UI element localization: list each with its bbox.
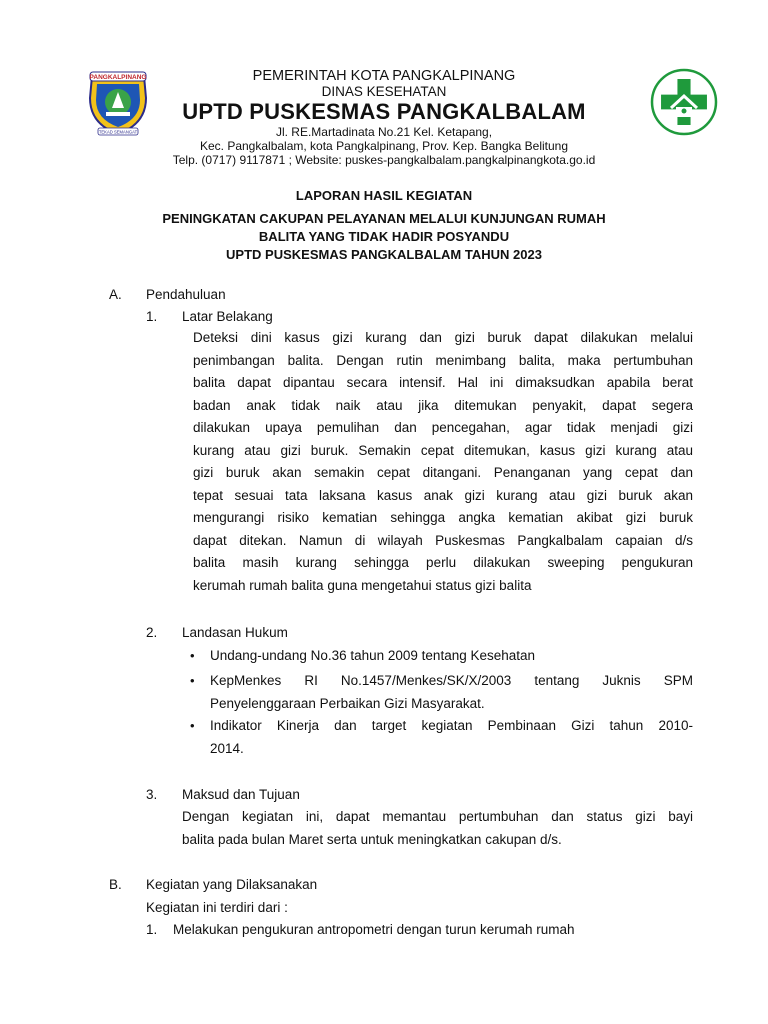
- logo-bottom-text: TEKAD SEMANGAT: [98, 129, 138, 135]
- bullet-icon: •: [190, 673, 195, 688]
- paragraph-line: Deteksi dini kasus gizi kurang dan gizi buruk dapat dilakukan melalui: [193, 330, 693, 345]
- legal-basis-item-2-line: Penyelenggaraan Perbaikan Gizi Masyarakat.: [210, 695, 485, 711]
- legal-basis-item-3-line: 2014.: [210, 740, 244, 756]
- contact-line: Telp. (0717) 9117871 ; Website: puskes-pangkalbalam.pangkalpinangkota.go.id: [172, 153, 596, 167]
- report-subtitle-3: UPTD PUSKESMAS PANGKALBALAM TAHUN 2023: [226, 247, 542, 262]
- bullet-icon: •: [190, 648, 195, 663]
- activity-1-number: 1.: [146, 922, 158, 937]
- legal-basis-item-3-line: Indikator Kinerja dan target kegiatan Pembinaan Gizi tahun 2010-: [210, 718, 693, 733]
- section-b-heading: Kegiatan yang Dilaksanakan: [146, 877, 318, 892]
- purpose-paragraph: [182, 806, 693, 851]
- subsection-2-number: 2.: [146, 625, 158, 640]
- legal-basis-item-3: [210, 715, 693, 760]
- paragraph-line: dilakukan upaya pemulihan dan pencegahan, agar tidak menjadi gizi: [193, 420, 693, 435]
- subsection-1-heading: Latar Belakang: [182, 309, 273, 324]
- logo-top-text: PANGKALPINANG: [89, 74, 147, 81]
- section-a-heading: Pendahuluan: [146, 287, 226, 302]
- paragraph-line: penimbangan balita. Dengan rutin menimbang balita, maka pertumbuhan: [193, 352, 693, 368]
- paragraph-line: dapat ditekan. Namun di wilayah Puskesmas Pangkalbalam capaian d/s: [193, 532, 693, 548]
- report-title: LAPORAN HASIL KEGIATAN: [295, 188, 473, 203]
- section-a-letter: A.: [109, 287, 122, 302]
- bullet-icon: •: [190, 718, 195, 733]
- activities-intro: Kegiatan ini terdiri dari :: [146, 900, 288, 915]
- paragraph-line: mengurangi risiko kematian sehingga angka kematian akibat gizi buruk: [193, 510, 693, 525]
- report-subtitle-1: PENINGKATAN CAKUPAN PELAYANAN MELALUI KUNJUNGAN RUMAH: [162, 211, 606, 226]
- paragraph-line: gizi buruk akan semakin cepat ditangani. Penanganan yang cepat dan: [193, 465, 693, 480]
- subsection-2-heading: Landasan Hukum: [182, 625, 288, 640]
- department-name: DINAS KESEHATAN: [321, 84, 447, 99]
- section-b-letter: B.: [109, 877, 122, 892]
- activity-1-text: Melakukan pengukuran antropometri dengan turun kerumah rumah: [173, 922, 575, 937]
- paragraph-line: balita dapat dipantau secara intensif. Hal ini dimaksudkan apabila berat: [193, 375, 693, 390]
- paragraph-line: kurang atau gizi buruk. Semakin cepat ditemukan, kasus gizi kurang atau: [193, 442, 693, 458]
- subsection-3-number: 3.: [146, 787, 158, 802]
- paragraph-line: balita masih kurang sehingga perlu dilakukan sweeping pengukuran: [193, 555, 693, 570]
- background-paragraph: [193, 327, 693, 597]
- government-name: PEMERINTAH KOTA PANGKALPINANG: [252, 68, 516, 84]
- purpose-line: balita pada bulan Maret serta untuk meningkatkan cakupan d/s.: [182, 831, 562, 847]
- legal-basis-item-1: Undang-undang No.36 tahun 2009 tentang Kesehatan: [210, 648, 536, 663]
- subsection-1-number: 1.: [146, 309, 158, 324]
- legal-basis-item-2: [210, 670, 693, 715]
- legal-basis-item-2-line: KepMenkes RI No.1457/Menkes/SK/X/2003 tentang Juknis SPM: [210, 673, 693, 688]
- address-line-1: Jl. RE.Martadinata No.21 Kel. Ketapang,: [275, 125, 493, 139]
- paragraph-line: badan anak tidak naik atau jika ditemukan penyakit, dapat segera: [193, 397, 693, 413]
- paragraph-line: tepat sesuai tata laksana kasus anak gizi kurang atau gizi buruk akan: [193, 487, 693, 503]
- institution-name: UPTD PUSKESMAS PANGKALBALAM: [182, 99, 586, 124]
- subsection-3-heading: Maksud dan Tujuan: [182, 787, 300, 802]
- report-subtitle-2: BALITA YANG TIDAK HADIR POSYANDU: [258, 229, 510, 244]
- paragraph-line: kerumah rumah balita guna mengetahui status gizi balita: [193, 577, 532, 593]
- purpose-line: Dengan kegiatan ini, dapat memantau pertumbuhan dan status gizi bayi: [182, 809, 693, 824]
- address-line-2: Kec. Pangkalbalam, kota Pangkalpinang, Prov. Kep. Bangka Belitung: [199, 139, 568, 153]
